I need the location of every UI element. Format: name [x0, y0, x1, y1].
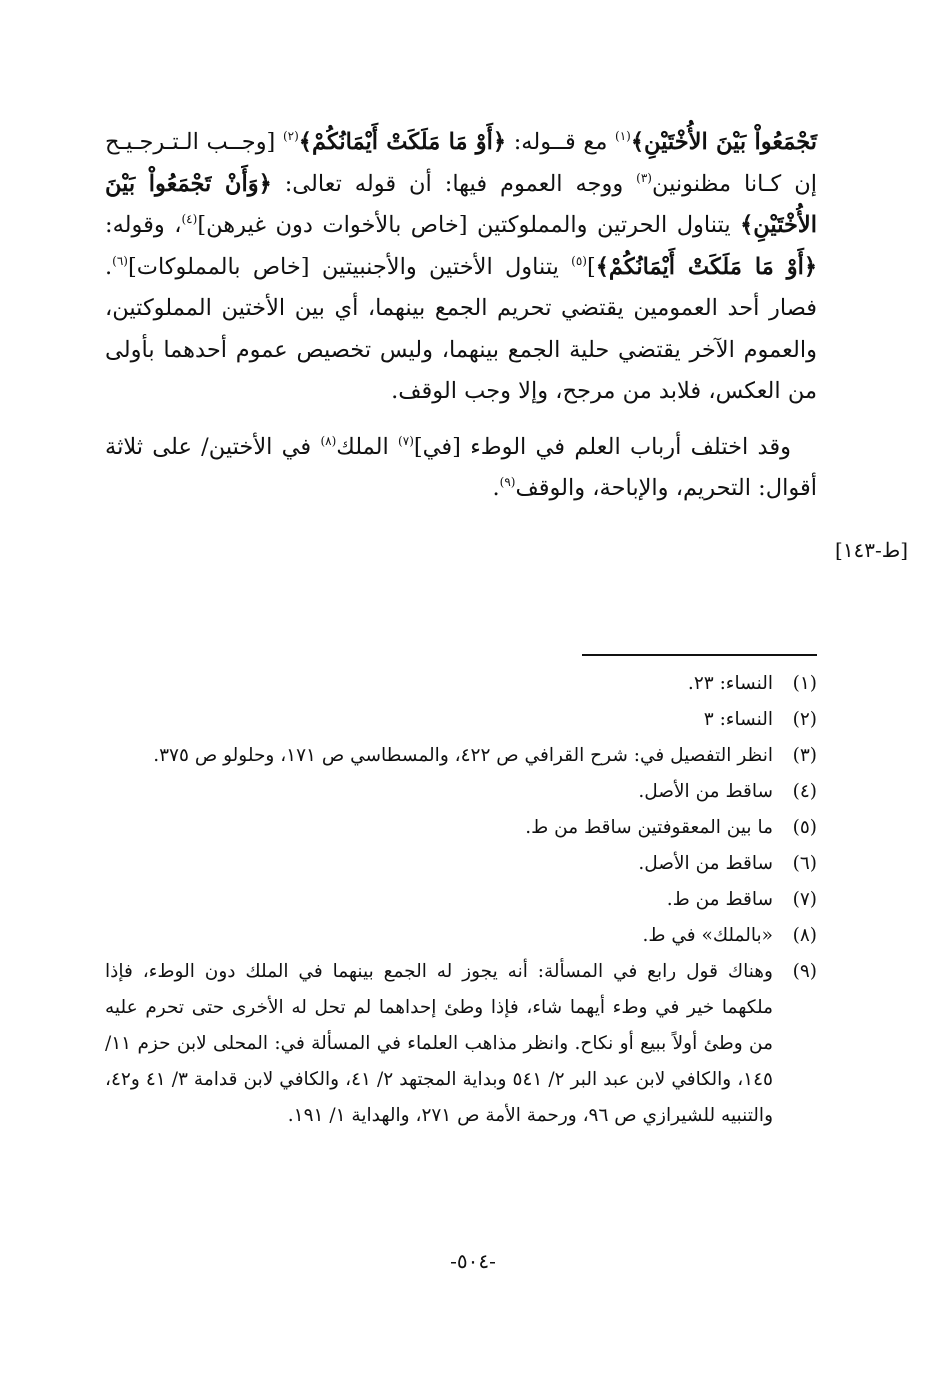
footnote-text: النساء: ٣ [703, 709, 773, 730]
quran-quote: ﴿أَوْ مَا مَلَكَتْ أَيْمَانُكُمْ﴾ [595, 253, 818, 280]
footnotes [105, 666, 817, 1134]
footnote-ref: (٥) [571, 253, 587, 268]
footnote-ref: (٩) [499, 475, 516, 489]
footnote-number: (٩) [792, 961, 817, 982]
footnote-item [105, 738, 817, 774]
footnote-item [105, 954, 817, 1134]
text-run: . [492, 475, 500, 501]
paragraph-2 [105, 427, 817, 510]
main-text [105, 122, 817, 510]
footnote-number: (١) [792, 673, 817, 694]
footnote-ref: (٢) [282, 129, 299, 143]
footnote-number: (٣) [792, 745, 817, 766]
footnote-text: «بالملك» في ط. [642, 925, 773, 946]
text-run: وقد اختلف أرباب العلم في الوطء [في] [413, 433, 791, 460]
text-run: . فصار أحد العمومين يقتضي تحريم الجمع بينهما، أي بين الأختين المملوكتين، والعموم الآخر يقتضي حلية الجمع بينهما، وليس تخصيص عموم أحدهما بأولى من العكس، فلابد من مرجح، وإلا وجب الوقف. [105, 253, 817, 404]
footnote-item [105, 810, 817, 846]
text-run: في الأختين/ على ثلاثة أقوال: التحريم، والإباحة، والوقف [105, 433, 817, 501]
footnote-text: انظر التفصيل في: شرح القرافي ص ٤٢٢، والمسطاسي ص ١٧١، وحلولو ص ٣٧٥. [153, 745, 773, 766]
footnote-text: ما بين المعقوفتين ساقط من ط. [525, 817, 773, 838]
footnote-ref: (٨) [320, 433, 337, 448]
text-run: مع قــوله: [506, 129, 615, 155]
footnote-ref: (١) [615, 129, 631, 143]
footnote-number: (٨) [792, 925, 817, 946]
quran-quote: ﴿وَأَنْ تَجْمَعُواْ بَيْنَ الأُخْتَيْنِ﴾ [105, 170, 817, 238]
page-number: -٥٠٤- [450, 1249, 496, 1273]
footnote-number: (٧) [792, 889, 817, 910]
text-run: [وجــب الـتـرجـيـح إن كـانا مظنونين [105, 129, 817, 197]
quran-quote: ﴿أَوْ مَا مَلَكَتْ أَيْمَانُكُمْ﴾ [298, 129, 507, 155]
text-run: يتناول الأختين والأجنبيتين [خاص بالمملوكات] [127, 253, 572, 280]
footnote-text: ساقط من ط. [666, 889, 773, 910]
footnote-ref: (٧) [398, 433, 414, 448]
footnote-text: ساقط من الأصل. [638, 781, 773, 802]
footnote-number: (٥) [792, 817, 817, 838]
text-run: الملك [336, 433, 399, 460]
text-run: ، وقوله: [105, 212, 182, 238]
footnote-item [105, 774, 817, 810]
footnote-number: (٤) [792, 781, 817, 802]
footnote-number: (٦) [792, 853, 817, 874]
text-run: ووجه العموم فيها: أن قوله تعالى: [271, 170, 637, 197]
footnote-item [105, 918, 817, 954]
footnote-item [105, 882, 817, 918]
paragraph-1 [105, 122, 817, 413]
text-run: يتناول الحرتين والمملوكتين [خاص بالأخوات دون غيرهن] [197, 212, 741, 238]
footnote-ref: (٦) [112, 253, 128, 268]
footnote-number: (٢) [792, 709, 817, 730]
footnote-text: وهناك قول رابع في المسألة: أنه يجوز له الجمع بينهما في الملك دون الوطء، فإذا ملكهما خير في وطء أيهما شاء، فإذا وطئ إحداهما لم تحل له الأخرى حتى تحرم عليه من وطئ أولاً ببيع أو نكاح. وانظر مذاهب العلماء في المسألة في: المحلى لابن حزم ١١/ ١٤٥، والكافي لابن عبد البر ٢/ ٥٤١ وبداية المجتهد ٢/ ٤١، والكافي لابن قدامة ٣/ ٤١ و٤٢، والتنبيه للشيرازي ص ٩٦، ورحمة الأمة ص ٢٧١، والهداية ١/ ١٩١. [105, 961, 773, 1126]
footnote-item [105, 846, 817, 882]
footnote-ref: (٣) [636, 170, 652, 185]
footnote-item [105, 666, 817, 702]
footnote-text: ساقط من الأصل. [638, 853, 773, 874]
margin-page-ref: [ط-١٤٣] [835, 538, 909, 562]
footnote-item [105, 702, 817, 738]
quran-quote: تَجْمَعُواْ بَيْنَ الأُخْتَيْنِ﴾ [630, 129, 817, 155]
footnote-ref: (٤) [181, 212, 198, 226]
footnote-text: النساء: ٢٣. [687, 673, 773, 694]
text-run: ] [586, 253, 596, 280]
footnote-separator [582, 654, 817, 656]
